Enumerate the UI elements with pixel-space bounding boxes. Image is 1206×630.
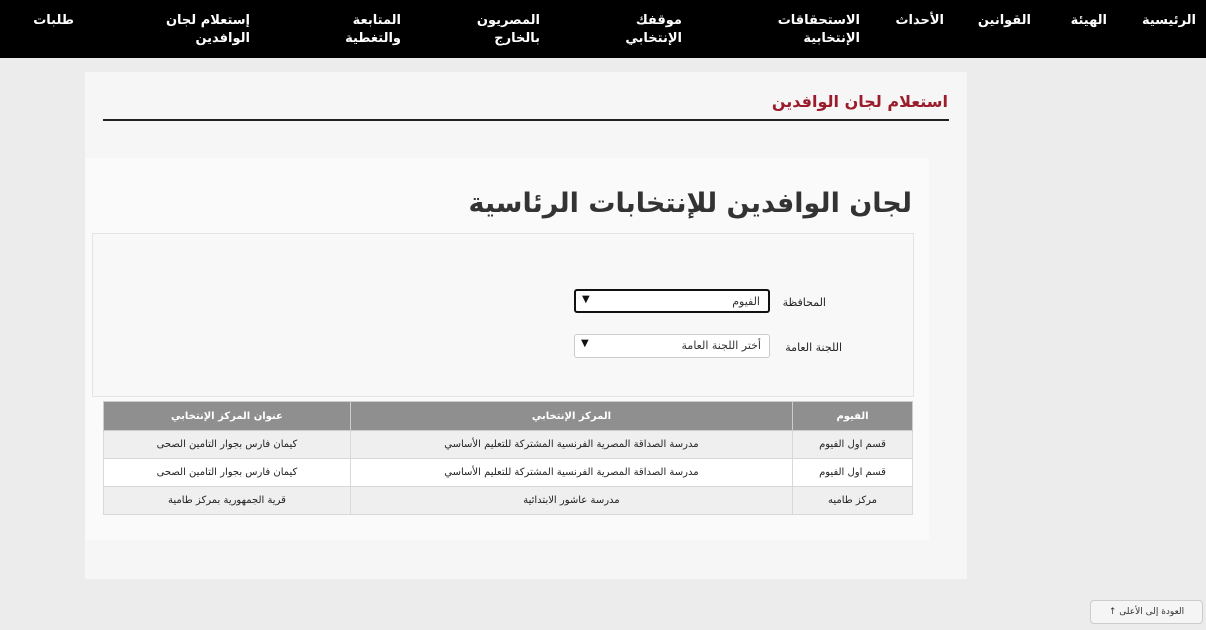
governorate-select[interactable] bbox=[574, 289, 770, 313]
results-table bbox=[103, 401, 913, 515]
nav-events[interactable]: الأحداث bbox=[895, 13, 944, 28]
nav-follow[interactable]: المتابعة والتغطية bbox=[345, 13, 401, 46]
header-center: المركز الإنتخابي bbox=[350, 402, 792, 431]
top-navigation bbox=[0, 0, 1206, 58]
nav-requests[interactable]: طلبات bbox=[33, 13, 74, 28]
table-row bbox=[104, 431, 913, 459]
cell-address: كيمان فارس بجوار التامين الصحى bbox=[104, 431, 351, 459]
cell-center: مدرسة عاشور الابتدائية bbox=[350, 487, 792, 515]
chevron-down-icon: ▼ bbox=[581, 338, 589, 349]
back-to-top-button[interactable]: العودة إلى الأعلى ↑ bbox=[1090, 600, 1203, 624]
table-row bbox=[104, 459, 913, 487]
nav-inquiry[interactable]: إستعلام لجان الوافدين bbox=[165, 13, 250, 46]
cell-center: مدرسة الصداقة المصرية الفرنسية المشتركة للتعليم الأساسي bbox=[350, 459, 792, 487]
cell-address: كيمان فارس بجوار التامين الصحى bbox=[104, 459, 351, 487]
committee-select[interactable] bbox=[574, 334, 770, 358]
nav-laws[interactable]: القوانين bbox=[977, 13, 1031, 28]
committee-label: اللجنة العامة bbox=[785, 341, 842, 354]
nav-entitlements[interactable]: الاستحقاقات الإنتخابية bbox=[777, 13, 860, 46]
cell-address: قرية الجمهورية بمركز طامية bbox=[104, 487, 351, 515]
main-heading: لجان الوافدين للإنتخابات الرئاسية bbox=[468, 188, 912, 219]
cell-district: مركز طاميه bbox=[792, 487, 912, 515]
nav-abroad[interactable]: المصريون بالخارج bbox=[476, 13, 540, 46]
search-form bbox=[92, 233, 914, 397]
cell-district: قسم اول الفيوم bbox=[792, 459, 912, 487]
table-header-row bbox=[104, 402, 913, 431]
governorate-label: المحافظة bbox=[782, 296, 826, 309]
governorate-value: الفيوم bbox=[732, 295, 760, 308]
nav-home[interactable]: الرئيسية bbox=[1141, 13, 1196, 28]
header-address: عنوان المركز الإنتخابي bbox=[104, 402, 351, 431]
table-row bbox=[104, 487, 913, 515]
committee-value: أختر اللجنة العامة bbox=[681, 339, 761, 352]
nav-position[interactable]: موقفك الإنتخابي bbox=[625, 13, 682, 46]
cell-center: مدرسة الصداقة المصرية الفرنسية المشتركة للتعليم الأساسي bbox=[350, 431, 792, 459]
title-divider bbox=[103, 119, 949, 121]
nav-authority[interactable]: الهيئة bbox=[1070, 13, 1107, 28]
page-title: استعلام لجان الوافدين bbox=[771, 92, 948, 111]
cell-district: قسم اول الفيوم bbox=[792, 431, 912, 459]
header-district: الفيوم bbox=[792, 402, 912, 431]
chevron-down-icon: ▼ bbox=[582, 294, 590, 305]
